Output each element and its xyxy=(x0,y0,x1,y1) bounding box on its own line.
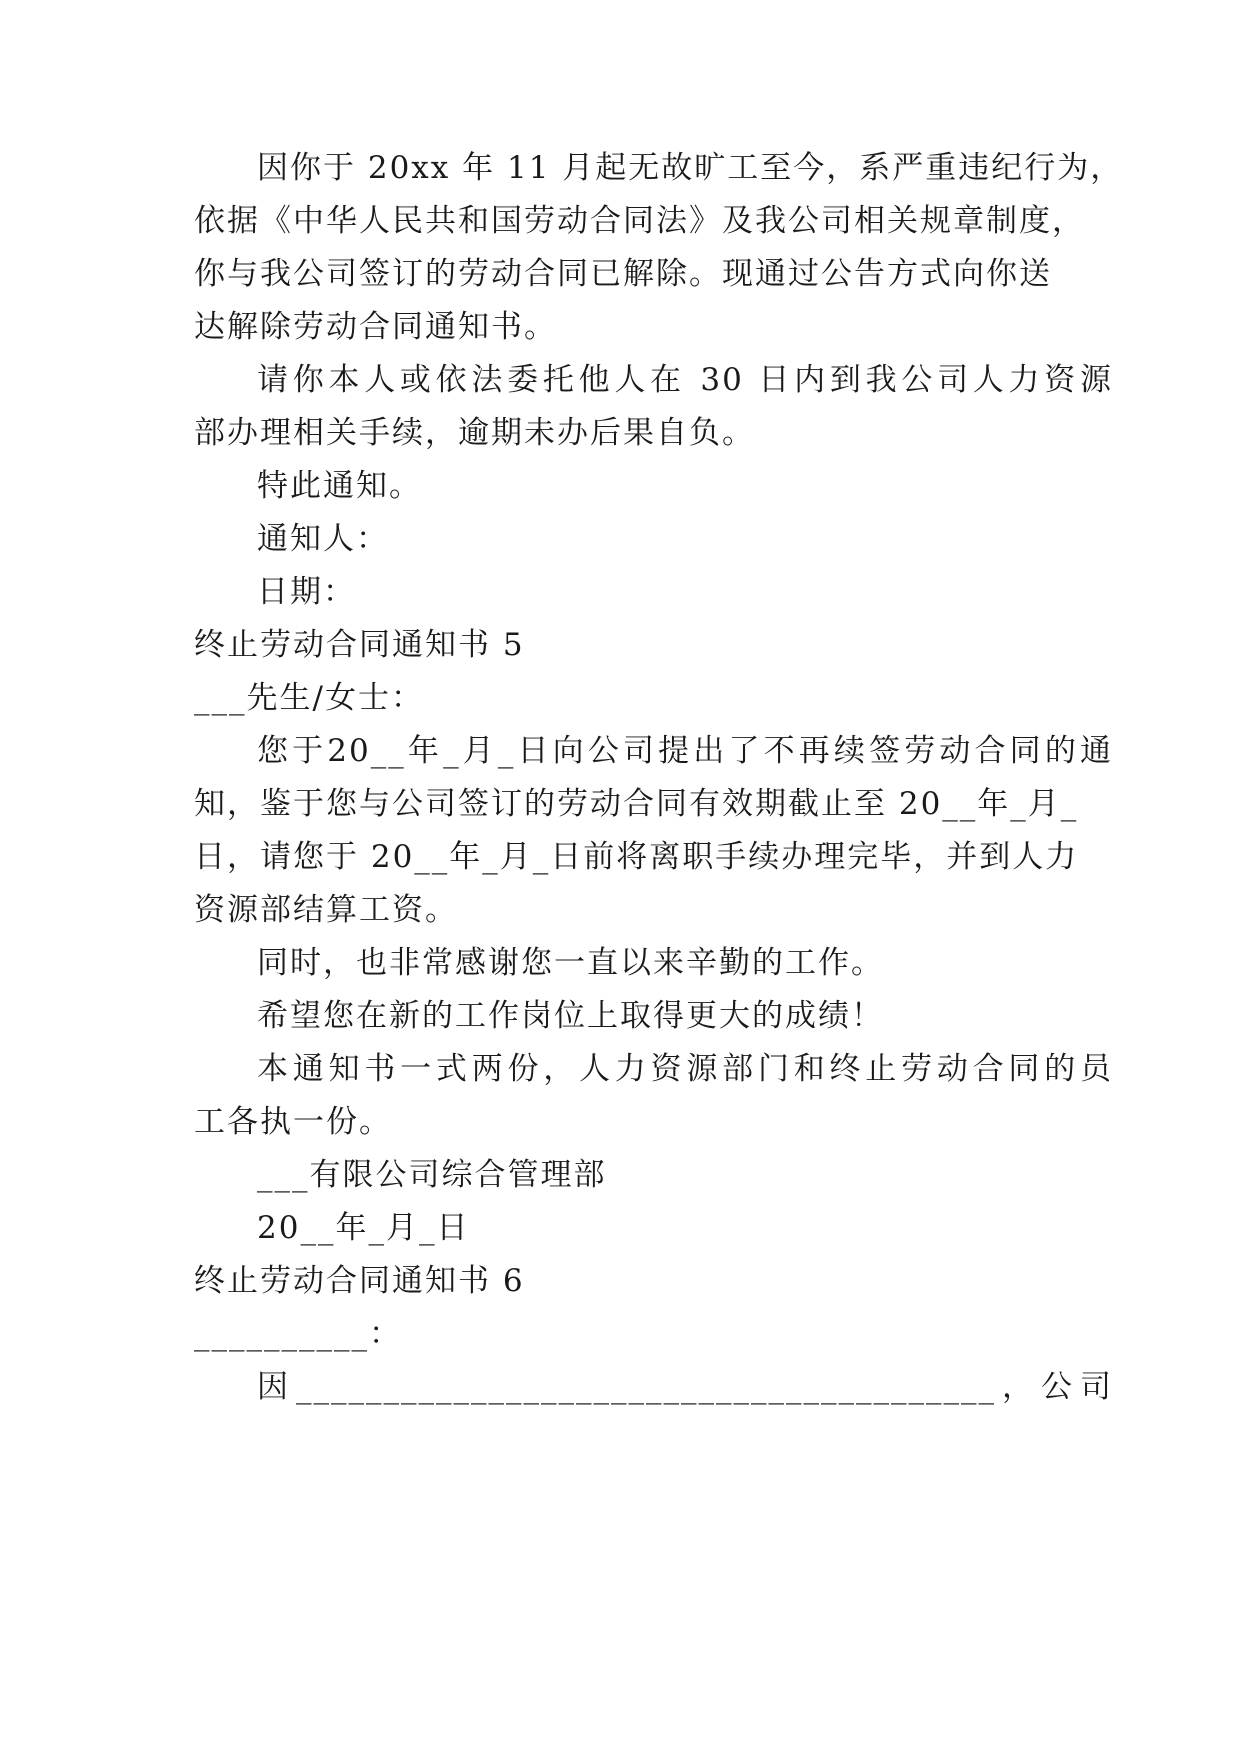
paragraph-line: 请你本人或依法委托他人在 30 日内到我公司人力资源 xyxy=(257,362,1113,398)
date-label: 日期： xyxy=(257,574,356,610)
paragraph-line: 部办理相关手续，逾期未办后果自负。 xyxy=(194,415,755,451)
paragraph-line: 同时，也非常感谢您一直以来辛勤的工作。 xyxy=(257,945,884,981)
paragraph-line: 希望您在新的工作岗位上取得更大的成绩！ xyxy=(257,998,884,1034)
signature-department: ___有限公司综合管理部 xyxy=(257,1157,607,1193)
salutation: ___先生/女士： xyxy=(194,680,424,716)
closing-line: 特此通知。 xyxy=(257,468,422,504)
section-heading: 终止劳动合同通知书 5 xyxy=(194,627,525,663)
paragraph-line: 因________________________________________，公司 xyxy=(257,1369,1113,1405)
paragraph-line: 工各执一份。 xyxy=(194,1104,392,1140)
paragraph-line: 依据《中华人民共和国劳动合同法》及我公司相关规章制度， xyxy=(194,203,1085,239)
notifier-label: 通知人： xyxy=(257,521,389,557)
signature-date: 20__年_月_日 xyxy=(257,1210,470,1246)
section-heading: 终止劳动合同通知书 6 xyxy=(194,1263,525,1299)
paragraph-line: 因你于 20xx 年 11 月起无故旷工至今，系严重违纪行为， xyxy=(257,150,1124,186)
paragraph-line: 知，鉴于您与公司签订的劳动合同有效期截止至 20__年_月_ xyxy=(194,786,1079,822)
paragraph-line: 你与我公司签订的劳动合同已解除。现通过公告方式向你送 xyxy=(194,256,1052,292)
paragraph-line: 本通知书一式两份，人力资源部门和终止劳动合同的员 xyxy=(257,1051,1113,1087)
paragraph-line: 资源部结算工资。 xyxy=(194,892,458,928)
salutation: __________： xyxy=(194,1316,402,1352)
paragraph-line: 日，请您于 20__年_月_日前将离职手续办理完毕，并到人力 xyxy=(194,839,1079,875)
paragraph-line: 您于20__年_月_日向公司提出了不再续签劳动合同的通 xyxy=(257,733,1113,769)
paragraph-line: 达解除劳动合同通知书。 xyxy=(194,309,557,345)
